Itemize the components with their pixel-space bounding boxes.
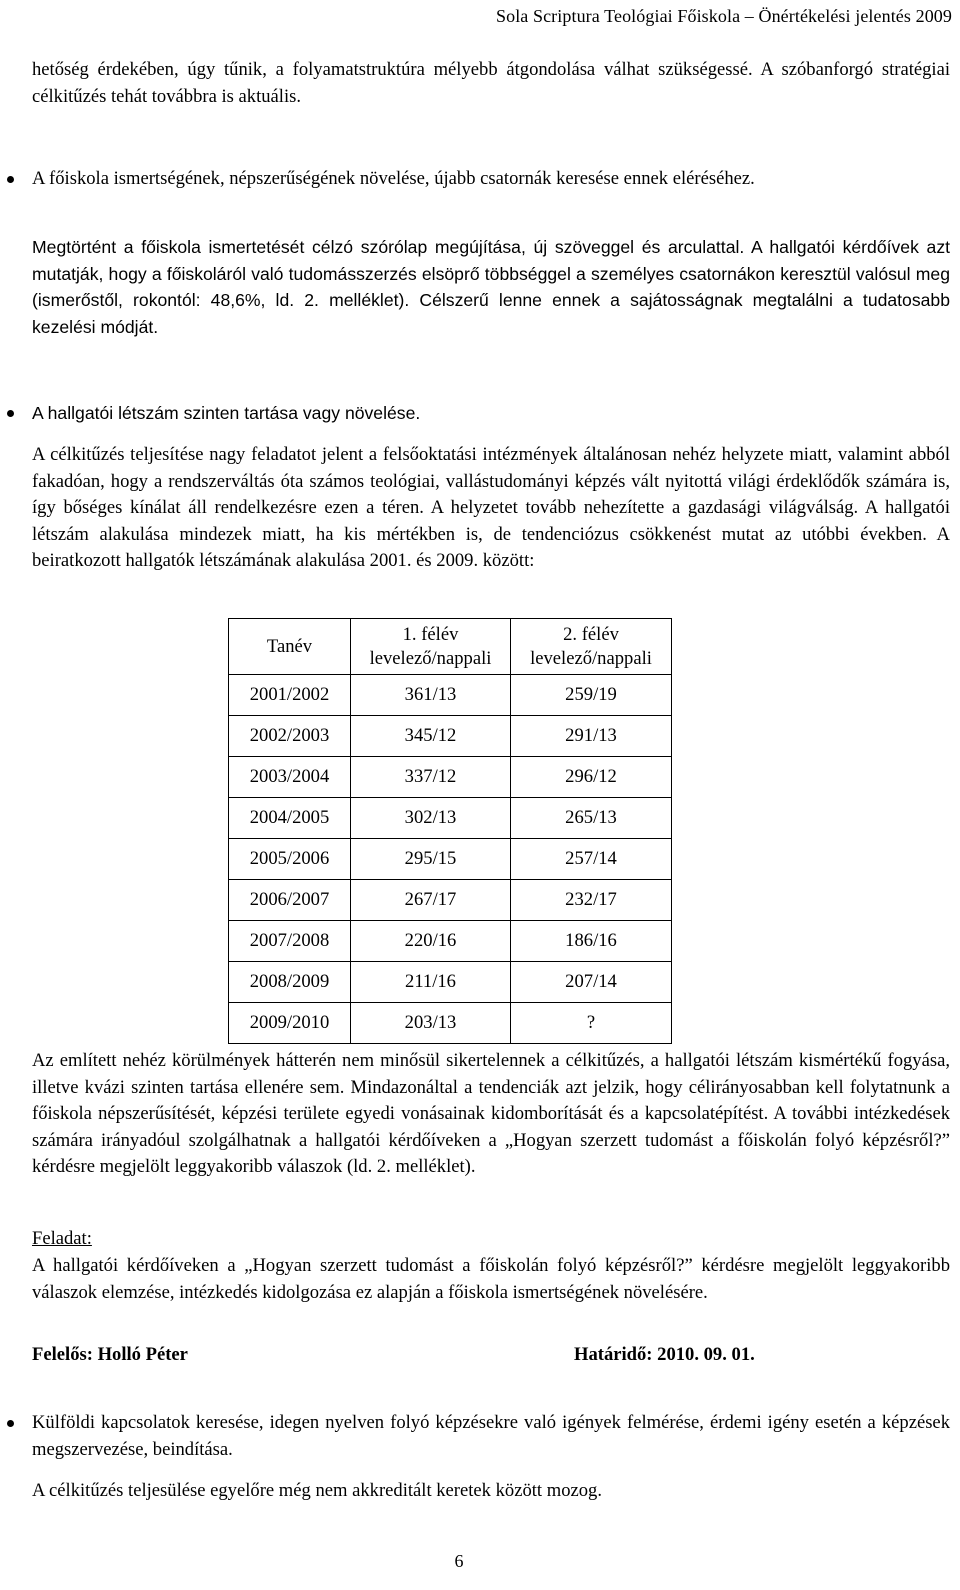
paragraph-feladat: A hallgatói kérdőíveken a „Hogyan szerzett tudomást a főiskolán folyó képzésről?” kérdésre megjelölt leggyakoribb válaszok elemzése, intézkedés kidolgozása ez alapján a főiskola ismertségének növelésére.: [32, 1255, 950, 1303]
cell-tanev: 2002/2003: [229, 716, 351, 757]
cell-felev-1: 211/16: [351, 962, 511, 1003]
table-row: [229, 962, 672, 1003]
table-row: [229, 1003, 672, 1044]
cell-felev-2: 232/17: [511, 880, 672, 921]
cell-felev-1: 295/15: [351, 839, 511, 880]
cell-tanev: 2003/2004: [229, 757, 351, 798]
table-row: [229, 839, 672, 880]
bullet-point: [7, 176, 14, 183]
cell-tanev: 2008/2009: [229, 962, 351, 1003]
cell-felev-2: 296/12: [511, 757, 672, 798]
cell-tanev: 2004/2005: [229, 798, 351, 839]
cell-tanev: 2009/2010: [229, 1003, 351, 1044]
cell-felev-2: 186/16: [511, 921, 672, 962]
cell-felev-2: ?: [511, 1003, 672, 1044]
table-row: [229, 880, 672, 921]
cell-felev-1: 203/13: [351, 1003, 511, 1044]
header-felev-2: [511, 619, 672, 675]
paragraph-akkreditalt: A célkitűzés teljesülése egyelőre még nem akkreditált keretek között mozog.: [32, 1480, 602, 1501]
bullet-letszam: A hallgatói létszám szinten tartása vagy növelése.: [32, 403, 421, 423]
table-row: [229, 921, 672, 962]
paragraph-szorolap: Megtörtént a főiskola ismertetését célzó szórólap megújítása, új szöveggel és arculattal. A hallgatói kérdőívek azt mutatják, hogy a főiskoláról való tudomásszerzés elsöprő többséggel a személyes csatornákon keresztül valósul meg (ismerőstől, rokontól: 48,6%, ld. 2. melléklet). Célszerű lenne ennek a sajátosságnak megtalálni a tudatosabb kezelési módját.: [32, 237, 950, 338]
table-body: [229, 675, 672, 1044]
cell-felev-2: 291/13: [511, 716, 672, 757]
enrollment-table: [228, 618, 672, 1044]
cell-felev-1: 220/16: [351, 921, 511, 962]
header-felev-2-line1: 2. félév: [563, 623, 619, 645]
cell-felev-2: 259/19: [511, 675, 672, 716]
feladat-label: Feladat:: [32, 1228, 92, 1249]
cell-tanev: 2005/2006: [229, 839, 351, 880]
header-felev-1-line1: 1. félév: [402, 623, 459, 645]
cell-felev-2: 265/13: [511, 798, 672, 839]
page-number: 6: [454, 1551, 464, 1571]
table-row: [229, 716, 672, 757]
bullet-ismertseg: A főiskola ismertségének, népszerűségének növelése, újabb csatornák keresése ennek eléréséhez.: [32, 168, 755, 189]
cell-felev-1: 361/13: [351, 675, 511, 716]
cell-tanev: 2006/2007: [229, 880, 351, 921]
header-felev-1-line2: levelező/nappali: [369, 647, 492, 669]
table-row: [229, 757, 672, 798]
bullet-kulfoldi: Külföldi kapcsolatok keresése, idegen nyelven folyó képzésekre való igények felmérése, érdemi igény esetén a képzések megszervezése, beindítása.: [32, 1412, 950, 1460]
paragraph-continuation: hetőség érdekében, úgy tűnik, a folyamatstruktúra mélyebb átgondolása válhat szükségessé. A szóbanforgó stratégiai célkitűzés tehát továbbra is aktuális.: [32, 59, 950, 107]
cell-felev-2: 257/14: [511, 839, 672, 880]
cell-felev-1: 337/12: [351, 757, 511, 798]
bullet-point: [7, 1420, 14, 1427]
cell-felev-2: 207/14: [511, 962, 672, 1003]
bullet-point: [7, 410, 14, 417]
table-row: [229, 675, 672, 716]
header-tanev: Tanév: [229, 619, 351, 675]
cell-felev-1: 267/17: [351, 880, 511, 921]
paragraph-celkituzes: A célkitűzés teljesítése nagy feladatot jelent a felsőoktatási intézmények általánosan nehéz helyzete miatt, valamint abból fakadóan, hogy a rendszerváltás óta számos teológiai, vallástudományi képzés vált nyitottá világi érdeklődők számára is, így bőséges kínálat áll rendelkezésre ezen a téren. A helyzetet tovább nehezítette a gazdasági világválság. A hallgatói létszám alakulása mindezek miatt, ha kis mértékben is, de tendenciózus csökkenést mutat az utóbbi években. A beiratkozott hallgatók létszámának alakulása 2001. és 2009. között:: [32, 444, 950, 571]
running-header: Sola Scriptura Teológiai Főiskola – Önértékelési jelentés 2009: [495, 6, 952, 26]
cell-tanev: 2007/2008: [229, 921, 351, 962]
cell-felev-1: 345/12: [351, 716, 511, 757]
felelos: Felelős: Holló Péter: [32, 1344, 188, 1365]
table-row: [229, 798, 672, 839]
cell-felev-1: 302/13: [351, 798, 511, 839]
header-felev-1: [351, 619, 511, 675]
cell-tanev: 2001/2002: [229, 675, 351, 716]
hatarido: Határidő: 2010. 09. 01.: [574, 1344, 755, 1365]
paragraph-kornyezet: Az említett nehéz körülmények hátterén nem minősül sikertelennek a célkitűzés, a hallgatói létszám kismértékű fogyása, illetve kvázi szinten tartása ellenére sem. Mindazonáltal a tendenciák azt jelzik, hogy célirányosabban kell folytatnunk a főiskola népszerűsítését, képzési területe egyedi vonásainak kidomborítását és a kapcsolatépítést. A további intézkedések számára irányadóul szolgálhatnak a hallgatói kérdőíveken a „Hogyan szerzett tudomást a főiskolán folyó képzésről?” kérdésre megjelölt leggyakoribb válaszok (ld. 2. melléklet).: [32, 1050, 950, 1177]
table-header-row: [229, 619, 672, 675]
header-felev-2-line2: levelező/nappali: [530, 647, 652, 669]
